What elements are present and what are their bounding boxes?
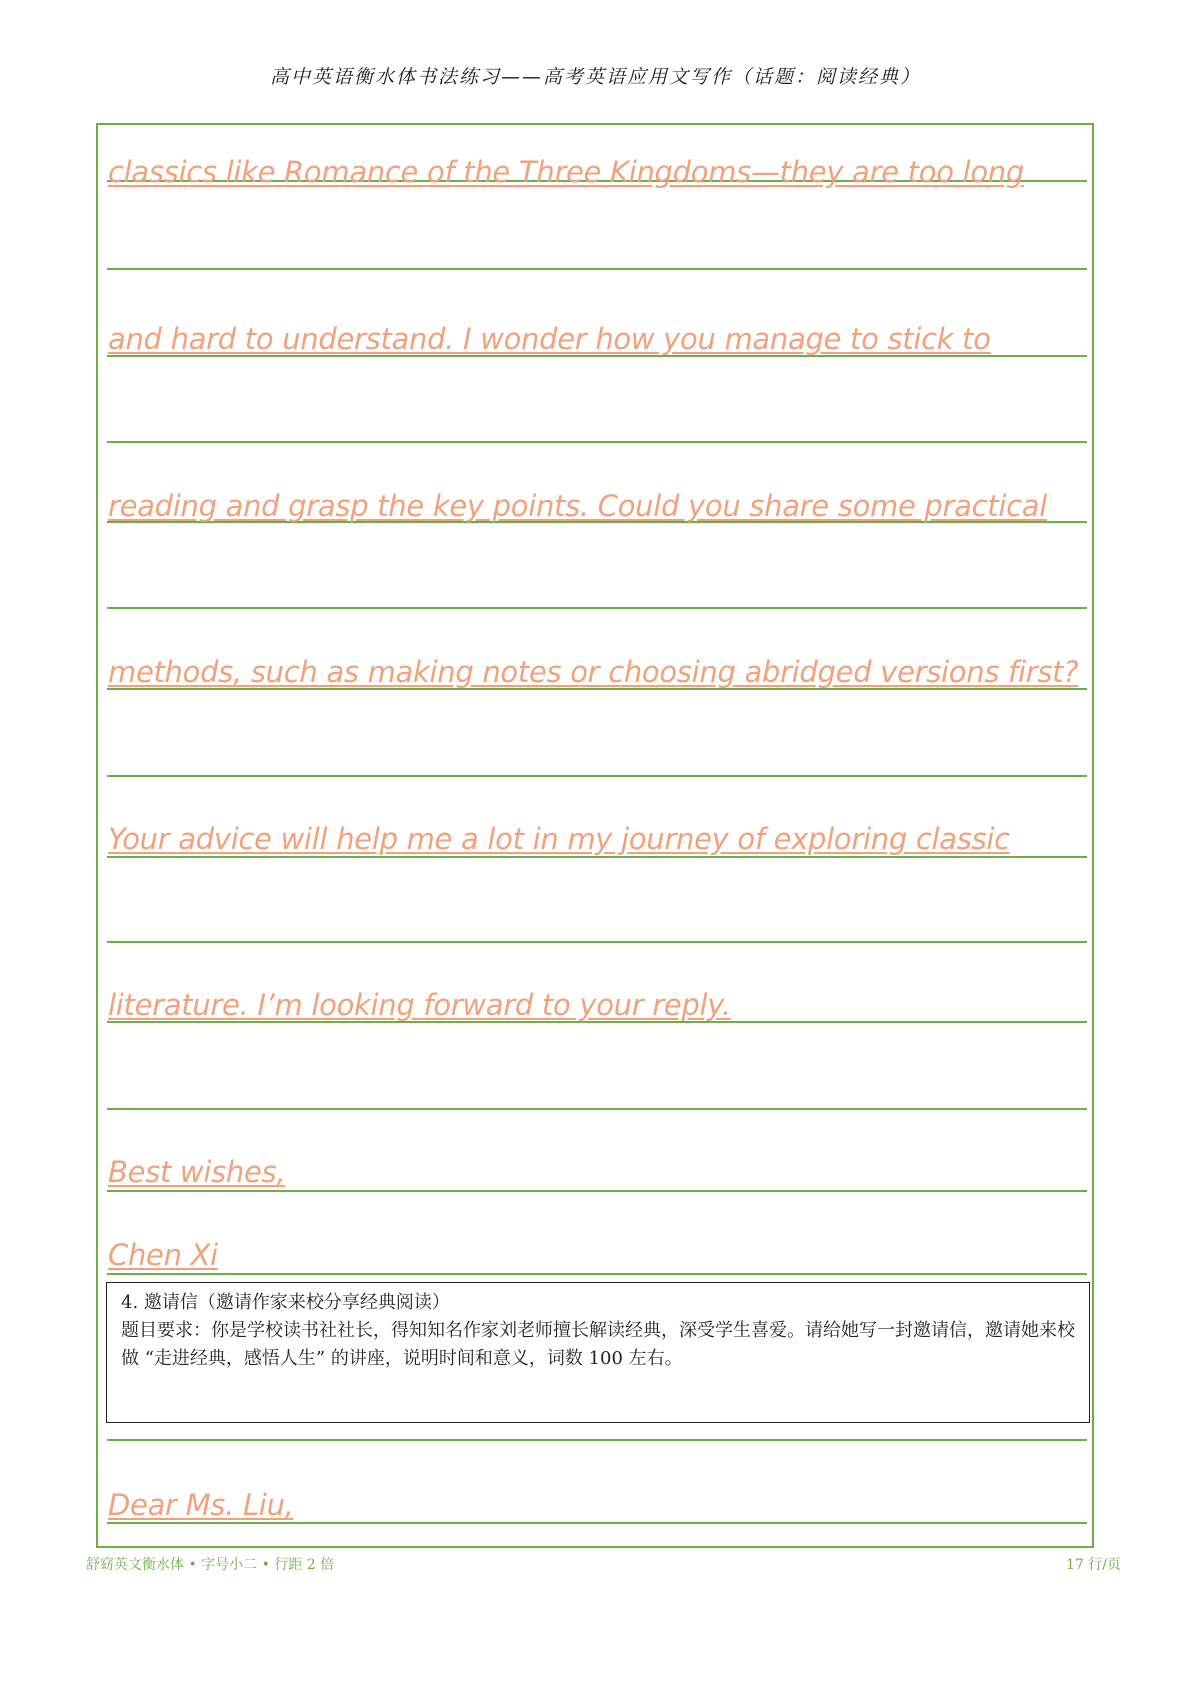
writing-prompt-box: [106, 1282, 1090, 1423]
ruled-line: [107, 1439, 1087, 1441]
ruled-line: [107, 441, 1087, 443]
page-header-title: 高中英语衡水体书法练习——高考英语应用文写作（话题：阅读经典）: [269, 66, 921, 88]
ruled-line: [107, 1190, 1087, 1192]
prompt-body: 题目要求：你是学校读书社社长，得知知名作家刘老师擅长解读经典，深受学生喜爱。请给她写一封邀请信，邀请她来校做 “走进经典，感悟人生” 的讲座，说明时间和意义，词数 100 左右。: [121, 1320, 1075, 1369]
ruled-line: [107, 941, 1087, 943]
footer-font-info: 舒窈英文衡水体 • 字号小二 • 行距 2 倍: [86, 1557, 335, 1573]
practice-text-line: Chen Xi: [108, 1238, 218, 1272]
prompt-heading: 4. 邀请信（邀请作家来校分享经典阅读）: [121, 1292, 450, 1313]
practice-text-line: Best wishes,: [108, 1155, 286, 1189]
ruled-line: [107, 775, 1087, 777]
ruled-line: [107, 1108, 1087, 1110]
practice-text-line: Dear Ms. Liu,: [108, 1488, 294, 1522]
ruled-line: [107, 1522, 1087, 1524]
ruled-line: [107, 1273, 1087, 1275]
ruled-line: [107, 607, 1087, 609]
practice-text-line: reading and grasp the key points. Could you share some practical: [108, 489, 1047, 523]
practice-text-line: Your advice will help me a lot in my journey of exploring classic: [108, 822, 1010, 856]
ruled-line: [107, 856, 1087, 858]
practice-text-line: methods, such as making notes or choosing abridged versions first?: [108, 655, 1079, 689]
practice-text-line: classics like Romance of the Three Kingdoms—they are too long: [108, 155, 1024, 189]
footer-lines-per-page: 17 行/页: [1066, 1557, 1121, 1573]
ruled-line: [107, 268, 1087, 270]
practice-text-line: and hard to understand. I wonder how you manage to stick to: [108, 322, 991, 356]
practice-text-line: literature. I’m looking forward to your reply.: [108, 988, 731, 1022]
